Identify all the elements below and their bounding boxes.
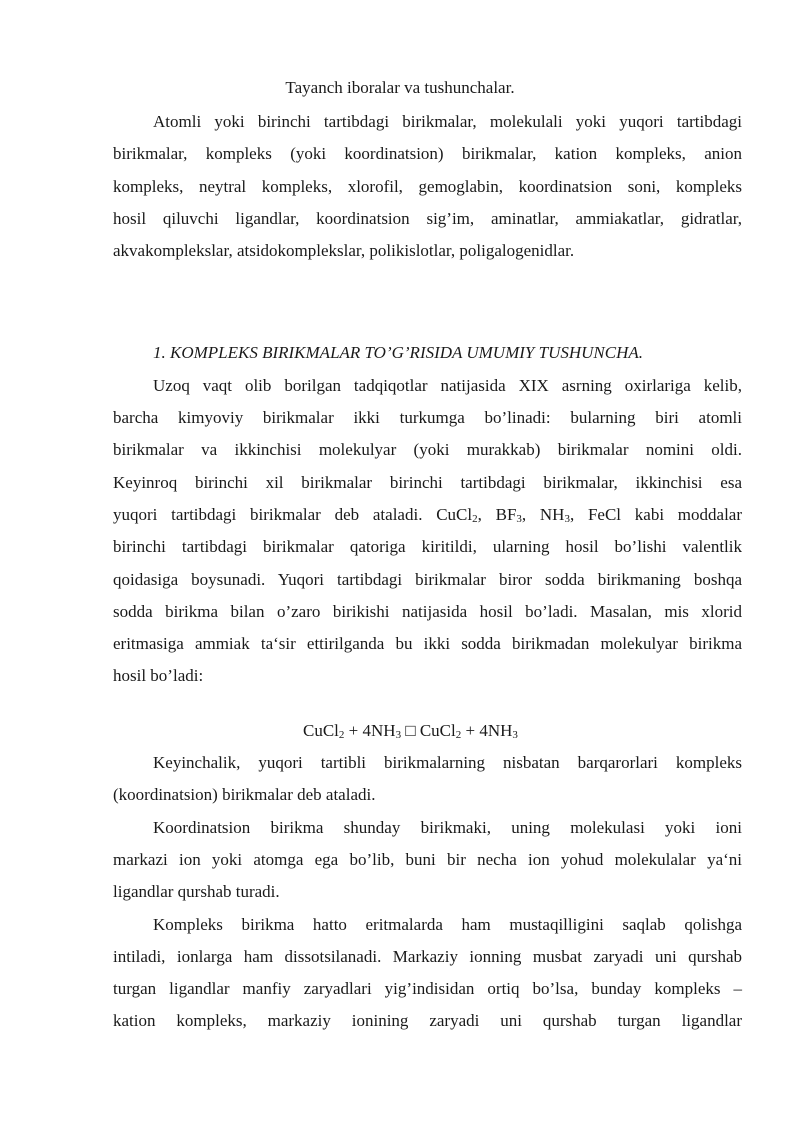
text-line: Kompleks birikma hatto eritmalarda ham mustaqilligini saqlab qolishga — [153, 914, 742, 934]
text-line: qoidasiga boysunadi. Yuqori tartibdagi birikmalar biror sodda birikmaning boshqa — [113, 569, 742, 589]
text-line: Keyinchalik, yuqori tartibli birikmalarning nisbatan barqarorlari kompleks — [153, 753, 742, 773]
text-line: eritmasiga ammiak ta‘sir ettirilganda bu ikki sodda birikmadan molekulyar birikma — [113, 634, 742, 654]
paragraph-3 — [113, 812, 742, 909]
page-title: Tayanch iboralar va tushunchalar. — [285, 78, 515, 97]
text-line: hosil bo’ladi: — [113, 666, 204, 686]
section-heading: 1. KOMPLEKS BIRIKMALAR TO’G’RISIDA UMUMIY TUSHUNCHA. — [153, 343, 643, 363]
text-line: ligandlar qurshab turadi. — [113, 882, 280, 902]
text-line: markazi ion yoki atomga ega bo’lib, buni bir necha ion yohud molekulalar ya‘ni — [113, 849, 742, 869]
text-line: (koordinatsion) birikmalar deb ataladi. — [113, 785, 376, 805]
paragraph-2 — [113, 747, 742, 812]
text-line: Atomli yoki birinchi tartibdagi birikmalar, molekulali yoki yuqori tartibdagi — [153, 112, 742, 131]
paragraph-1 — [113, 370, 742, 693]
text-line: barcha kimyoviy birikmalar ikki turkumga bo’linadi: bularning biri atomli — [113, 408, 742, 428]
text-line: hosil qiluvchi ligandlar, koordinatsion sig’im, aminatlar, ammiakatlar, gidratlar, — [113, 208, 742, 228]
text-line: sodda birikma bilan o’zaro birikishi natijasida hosil bo’ladi. Masalan, mis xlorid — [113, 601, 742, 621]
text-line: turgan ligandlar manfiy zaryadlari yig’indisidan ortiq bo’lsa, bunday kompleks – — [113, 979, 742, 999]
text-line: kompleks, neytral kompleks, xlorofil, gemoglabin, koordinatsion soni, kompleks — [113, 176, 742, 196]
text-line: Koordinatsion birikma shunday birikmaki, uning molekulasi yoki ioni — [153, 817, 742, 837]
text-line: birinchi tartibdagi birikmalar qatoriga kiritildi, ularning hosil bo’lishi valentlik — [113, 537, 742, 557]
text-line: akvakomplekslar, atsidokomplekslar, polikislotlar, poligalogenidlar. — [113, 241, 575, 261]
text-line: birikmalar va ikkinchisi molekulyar (yoki murakkab) birikmalar nomini oldi. — [113, 440, 742, 460]
keywords-paragraph — [113, 106, 742, 267]
text-line: Keyinroq birinchi xil birikmalar birinchi tartibdagi birikmalar, ikkinchisi esa — [113, 472, 742, 492]
text-line: Uzoq vaqt olib borilgan tadqiqotlar natijasida XIX asrning oxirlariga kelib, — [153, 375, 742, 395]
text-line: kation kompleks, markaziy ionining zaryadi uni qurshab turgan ligandlar — [113, 1011, 742, 1031]
paragraph-4 — [113, 909, 742, 1038]
chemical-equation: CuCl$_2$ + $4NH_3$ □ CuCl$_2$ + $4NH_3$ — [303, 720, 518, 741]
text-line: intiladi, ionlarga ham dissotsilanadi. Markaziy ionning musbat zaryadi uni qurshab — [113, 946, 742, 966]
arrow-glyph: □ — [401, 720, 420, 740]
formula-line: yuqori tartibdagi birikmalar deb ataladi. CuCl$_2$, $BF_3$, $NH_3$, FeCl kabi moddalar — [113, 504, 743, 525]
text-line: birikmalar, kompleks (yoki koordinatsion) birikmalar, kation kompleks, anion — [113, 144, 742, 164]
document-body — [113, 106, 742, 1038]
